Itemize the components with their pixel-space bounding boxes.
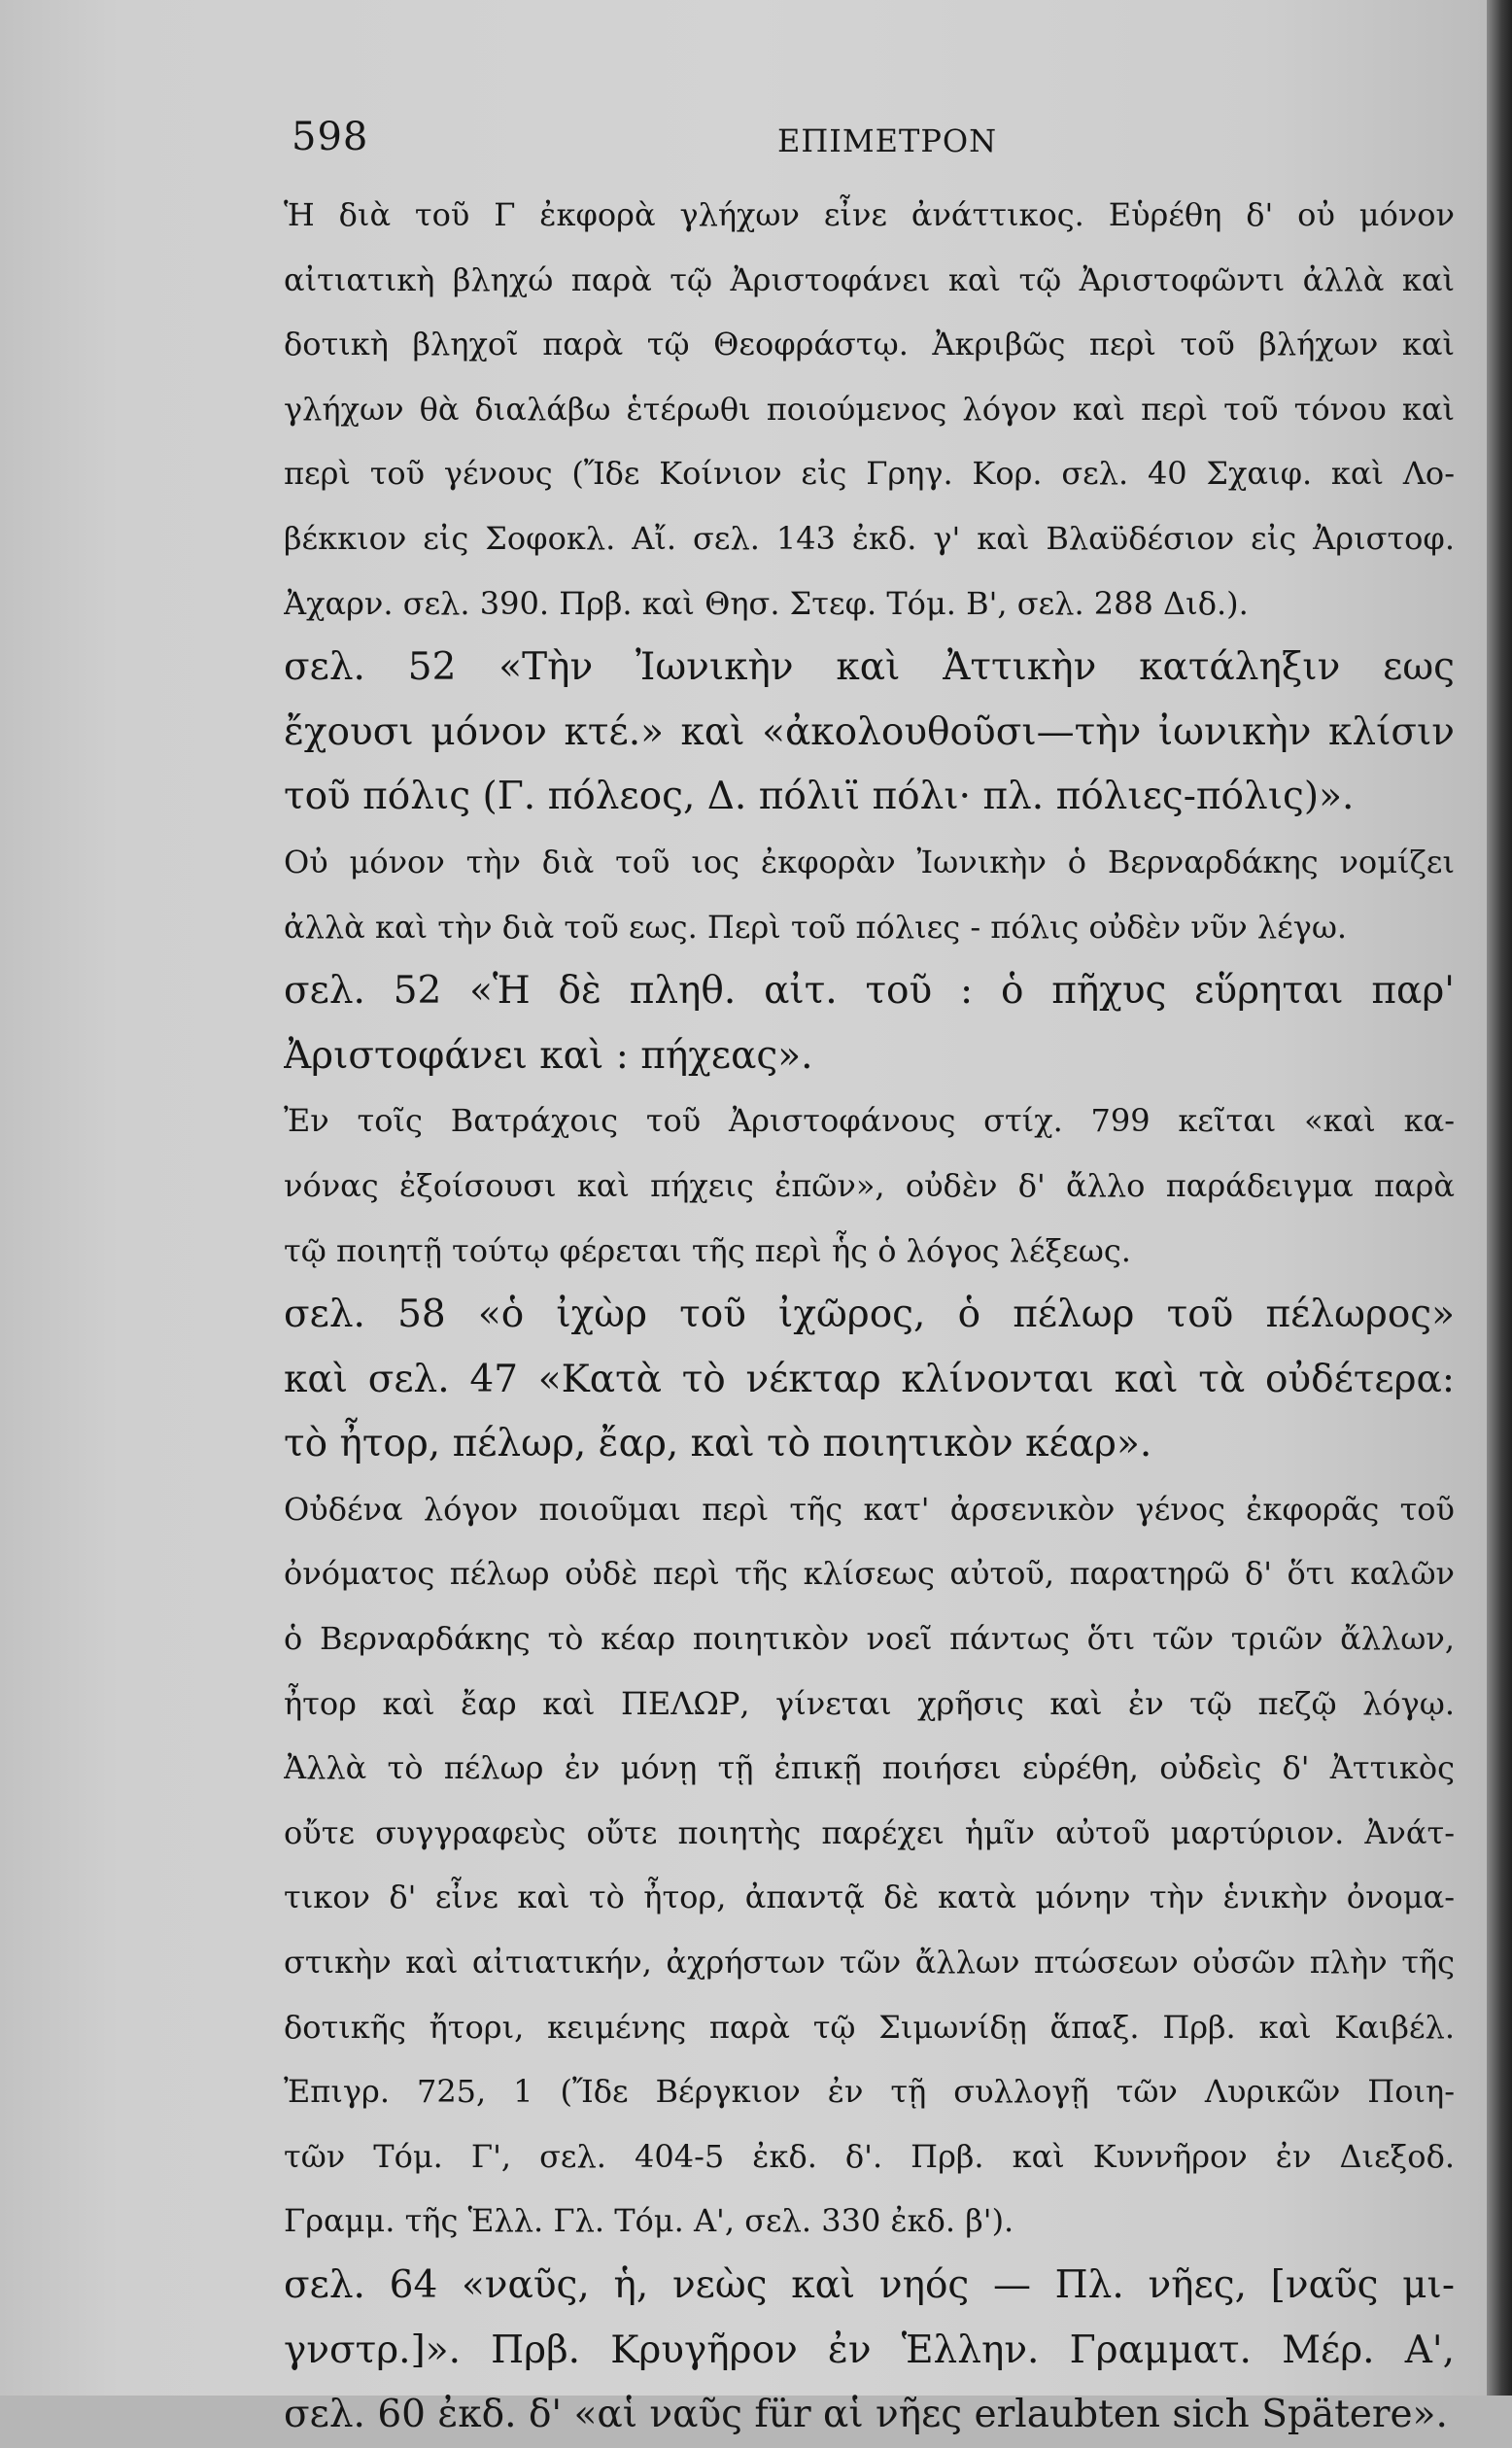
text-line: Ἐπιγρ. 725, 1 (Ἴδε Βέργκιον ἐν τῇ συλλογῇ τῶν Λυρικῶν Ποιη- xyxy=(284,2073,1455,2111)
text-line: αἰτιατικὴ βληχώ παρὰ τῷ Ἀριστοφάνει καὶ τῷ Ἀριστοφῶντι ἀλλὰ καὶ xyxy=(284,260,1455,298)
text-line: σελ. 52 «Τὴν Ἰωνικὴν καὶ Ἀττικὴν κατάληξιν εως xyxy=(284,645,1455,690)
text-line: Ἐν τοῖς Βατράχοις τοῦ Ἀριστοφάνους στίχ. 799 κεῖται «καὶ κα- xyxy=(284,1102,1455,1140)
text-line: Ἀλλὰ τὸ πέλωρ ἐν μόνῃ τῇ ἐπικῇ ποιήσει εὑρέθη, οὐδεὶς δ' Ἀττικὸς xyxy=(284,1749,1455,1787)
text-line: Ἡ διὰ τοῦ Γ ἐκφορὰ γλήχων εἶνε ἀνάττικος. Εὑρέθη δ' οὐ μόνον xyxy=(284,196,1455,233)
text-line: δοτικῆς ἤτορι, κειμένης παρὰ τῷ Σιμωνίδῃ ἅπαξ. Πρβ. καὶ Καιβέλ. xyxy=(284,2008,1455,2046)
text-line: δοτικὴ βληχοῖ παρὰ τῷ Θεοφράστῳ. Ἀκριβῶς περὶ τοῦ βλήχων καὶ xyxy=(284,326,1455,363)
text-line: τοῦ πόλις (Γ. πόλεος, Δ. πόλιϊ πόλι· πλ. πόλιες-πόλις)». xyxy=(284,775,1355,819)
text-line: περὶ τοῦ γένους (Ἴδε Κοίνιον εἰς Γρηγ. Κορ. σελ. 40 Σχαιφ. καὶ Λο- xyxy=(284,455,1455,493)
text-line: ὀνόματος πέλωρ οὐδὲ περὶ τῆς κλίσεως αὐτοῦ, παρατηρῶ δ' ὅτι καλῶν xyxy=(284,1555,1455,1593)
text-line: ἀλλὰ καὶ τὴν διὰ τοῦ εως. Περὶ τοῦ πόλιες - πόλις οὐδὲν νῦν λέγω. xyxy=(284,908,1348,946)
text-line: Οὐδένα λόγον ποιοῦμαι περὶ τῆς κατ' ἀρσενικὸν γένος ἐκφορᾶς τοῦ xyxy=(284,1490,1455,1528)
text-line: Ἀχαρν. σελ. 390. Πρβ. καὶ Θησ. Στεφ. Τόμ. Β', σελ. 288 Διδ.). xyxy=(284,584,1249,622)
text-line: καὶ σελ. 47 «Κατὰ τὸ νέκταρ κλίνονται καὶ τὰ οὐδέτερα: xyxy=(284,1357,1455,1401)
text-line: τὸ ἦτορ, πέλωρ, ἔαρ, καὶ τὸ ποιητικὸν κέαρ». xyxy=(284,1422,1152,1466)
text-line: τῷ ποιητῇ τούτῳ φέρεται τῆς περὶ ἧς ὁ λόγος λέξεως. xyxy=(284,1231,1131,1269)
text-line: γλήχων θὰ διαλάβω ἑτέρωθι ποιούμενος λόγον καὶ περὶ τοῦ τόνου καὶ xyxy=(284,390,1455,428)
text-line: Γραμμ. τῆς Ἑλλ. Γλ. Τόμ. Α', σελ. 330 ἐκδ. β'). xyxy=(284,2202,1014,2240)
text-line: ἦτορ καὶ ἔαρ καὶ ΠΕΛΩΡ, γίνεται χρῆσις καὶ ἐν τῷ πεζῷ λόγῳ. xyxy=(284,1684,1455,1722)
text-line: νόνας ἐξοίσουσι καὶ πήχεις ἐπῶν», οὐδὲν δ' ἄλλο παράδειγμα παρὰ xyxy=(284,1166,1455,1204)
running-title: ΕΠΙΜΕΤΡΟΝ xyxy=(777,122,998,159)
text-line: βέκκιον εἰς Σοφοκλ. Αἴ. σελ. 143 ἐκδ. γ' καὶ Βλαϋδέσιον εἰς Ἀριστοφ. xyxy=(284,519,1455,557)
text-line: σελ. 60 ἐκδ. δ' «αἱ ναῦς für αἱ νῆες erlaubten sich Spätere». xyxy=(284,2393,1448,2437)
page-edge-shadow xyxy=(1487,0,1512,2396)
page-number: 598 xyxy=(292,115,369,159)
text-line: σελ. 64 «ναῦς, ἡ, νεὼς καὶ νηός — Πλ. νῆες, [ναῦς μι- xyxy=(284,2263,1455,2307)
text-line: γνστρ.]». Πρβ. Κρυγῆρον ἐν Ἑλλην. Γραμματ. Μέρ. Α', xyxy=(284,2327,1455,2372)
text-line: τῶν Τόμ. Γ', σελ. 404-5 ἐκδ. δ'. Πρβ. καὶ Κυννῆρον ἐν Διεξοδ. xyxy=(284,2137,1455,2175)
text-line: ἔχουσι μόνον κτέ.» καὶ «ἀκολουθοῦσι—τὴν ἰωνικὴν κλίσιν xyxy=(284,709,1455,754)
body-text xyxy=(284,183,1455,2448)
text-line: Ἀριστοφάνει καὶ : πήχεας». xyxy=(284,1033,813,1078)
text-line: Οὐ μόνον τὴν διὰ τοῦ ιος ἐκφορὰν Ἰωνικὴν ὁ Βερναρδάκης νομίζει xyxy=(284,843,1455,880)
text-line: στικὴν καὶ αἰτιατικήν, ἀχρήστων τῶν ἄλλων πτώσεων οὐσῶν πλὴν τῆς xyxy=(284,1944,1455,1982)
page-header xyxy=(292,115,998,163)
text-line: τικον δ' εἶνε καὶ τὸ ἦτορ, ἀπαντᾷ δὲ κατὰ μόνην τὴν ἑνικὴν ὀνομα- xyxy=(284,1879,1455,1916)
text-line: ὁ Βερναρδάκης τὸ κέαρ ποιητικὸν νοεῖ πάντως ὅτι τῶν τριῶν ἄλλων, xyxy=(284,1620,1455,1658)
text-line: οὔτε συγγραφεὺς οὔτε ποιητὴς παρέχει ἡμῖν αὐτοῦ μαρτύριον. Ἀνάτ- xyxy=(284,1813,1455,1851)
text-line: σελ. 58 «ὁ ἰχὼρ τοῦ ἰχῶρος, ὁ πέλωρ τοῦ πέλωρος» xyxy=(284,1293,1455,1337)
text-line: σελ. 52 «Ἡ δὲ πληθ. αἰτ. τοῦ : ὁ πῆχυς εὕρηται παρ' xyxy=(284,969,1455,1014)
